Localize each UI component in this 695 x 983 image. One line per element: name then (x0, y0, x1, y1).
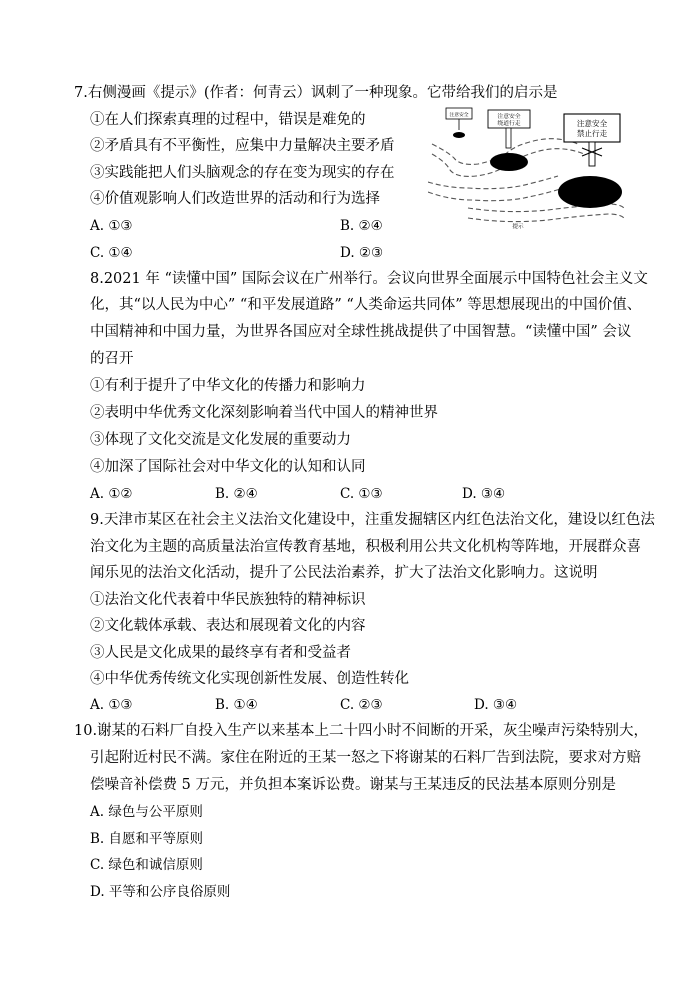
q8-option-a: A. ①② (90, 486, 133, 502)
q8-option-d: D. ③④ (462, 486, 506, 502)
q10-stem-line-2: 引起附近村民不满。家住在附近的王某一怒之下将谢某的石料厂告到法院，要求对方赔 (90, 750, 641, 766)
q8-item-2: ②表明中华优秀文化深刻影响着当代中国人的精神世界 (90, 405, 438, 421)
q9-stem-line-1: 9.天津市某区在社会主义法治文化建设中，注重发掘辖区内红色法治文化，建设以红色法 (90, 512, 655, 528)
q8-item-4: ④加深了国际社会对中华文化的认知和认同 (90, 459, 366, 475)
q10-option-b: B. 自愿和平等原则 (90, 831, 204, 847)
q9-item-4: ④中华优秀传统文化实现创新性发展、创造性转化 (90, 671, 409, 687)
q8-option-c: C. ①③ (340, 486, 383, 502)
q7-item-2: ②矛盾具有不平衡性，应集中力量解决主要矛盾 (90, 138, 395, 154)
q9-item-3: ③人民是文化成果的最终享有者和受益者 (90, 645, 351, 661)
svg-text:绕道行走: 绕道行走 (497, 121, 521, 127)
q7-option-a: A. ①③ (90, 218, 133, 234)
q7-item-3: ③实践能把人们头脑观念的存在变为现实的存在 (90, 165, 395, 181)
q7-option-b: B. ②④ (340, 218, 383, 234)
q8-stem-line-2: 化，其“以人民为中心” “和平发展道路” “人类命运共同体” 等思想展现出的中国价值、 (90, 297, 642, 313)
q10-option-d: D. 平等和公序良俗原则 (90, 884, 231, 900)
q7-stem: 7.右侧漫画《提示》(作者：何青云）讽刺了一种现象。它带给我们的启示是 (74, 85, 558, 101)
q7-option-c: C. ①④ (90, 245, 133, 261)
q8-item-3: ③体现了文化交流是文化发展的重要动力 (90, 432, 351, 448)
q10-stem-line-1: 10.谢某的石料厂自投入生产以来基本上二十四小时不间断的开采，灰尘噪声污染特别大， (74, 723, 649, 739)
svg-text:注意安全: 注意安全 (449, 113, 469, 118)
svg-text:注意安全: 注意安全 (576, 119, 608, 128)
q9-option-c: C. ②③ (340, 697, 383, 713)
svg-text:禁止行走: 禁止行走 (576, 129, 608, 138)
svg-text:注意安全: 注意安全 (497, 114, 521, 120)
q8-stem-line-3: 中国精神和中国力量，为世界各国应对全球性挑战提供了中国智慧。“读懂中国” 会议 (90, 324, 632, 340)
sign-small (446, 108, 472, 138)
sign-medium (488, 110, 530, 171)
cartoon-caption: 提示 (512, 224, 524, 230)
q7-option-d: D. ②③ (340, 245, 384, 261)
q9-item-2: ②文化载体承载、表达和展现着文化的内容 (90, 618, 366, 634)
q7-item-1: ①在人们探索真理的过程中，错误是难免的 (90, 112, 366, 128)
q9-option-d: D. ③④ (474, 697, 518, 713)
q9-option-b: B. ①④ (215, 697, 258, 713)
q10-stem-line-3: 偿噪音补偿费 5 万元，并负担本案诉讼费。谢某与王某违反的民法基本原则分别是 (90, 777, 616, 793)
q7-item-4: ④价值观影响人们改造世界的活动和行为选择 (90, 191, 380, 207)
q9-option-a: A. ①③ (90, 697, 133, 713)
q10-option-c: C. 绿色和诚信原则 (90, 857, 203, 873)
q9-stem-line-2: 治文化为主题的高质量法治宣传教育基地，积极利用公共文化机构等阵地，开展群众喜 (90, 539, 641, 555)
q8-option-b: B. ②④ (215, 486, 258, 502)
cartoon-illustration (428, 104, 626, 232)
sign-big (558, 114, 622, 208)
q10-option-a: A. 绿色与公平原则 (90, 804, 203, 820)
q9-item-1: ①法治文化代表着中华民族独特的精神标识 (90, 592, 366, 608)
q8-item-1: ①有利于提升了中华文化的传播力和影响力 (90, 378, 366, 394)
q8-stem-line-1: 8.2021 年 “读懂中国” 国际会议在广州举行。会议向世界全面展示中国特色社会主义文 (90, 271, 648, 287)
q9-stem-line-3: 闻乐见的法治文化活动，提升了公民法治素养，扩大了法治文化影响力。这说明 (90, 565, 598, 581)
q8-stem-line-4: 的召开 (90, 351, 134, 367)
